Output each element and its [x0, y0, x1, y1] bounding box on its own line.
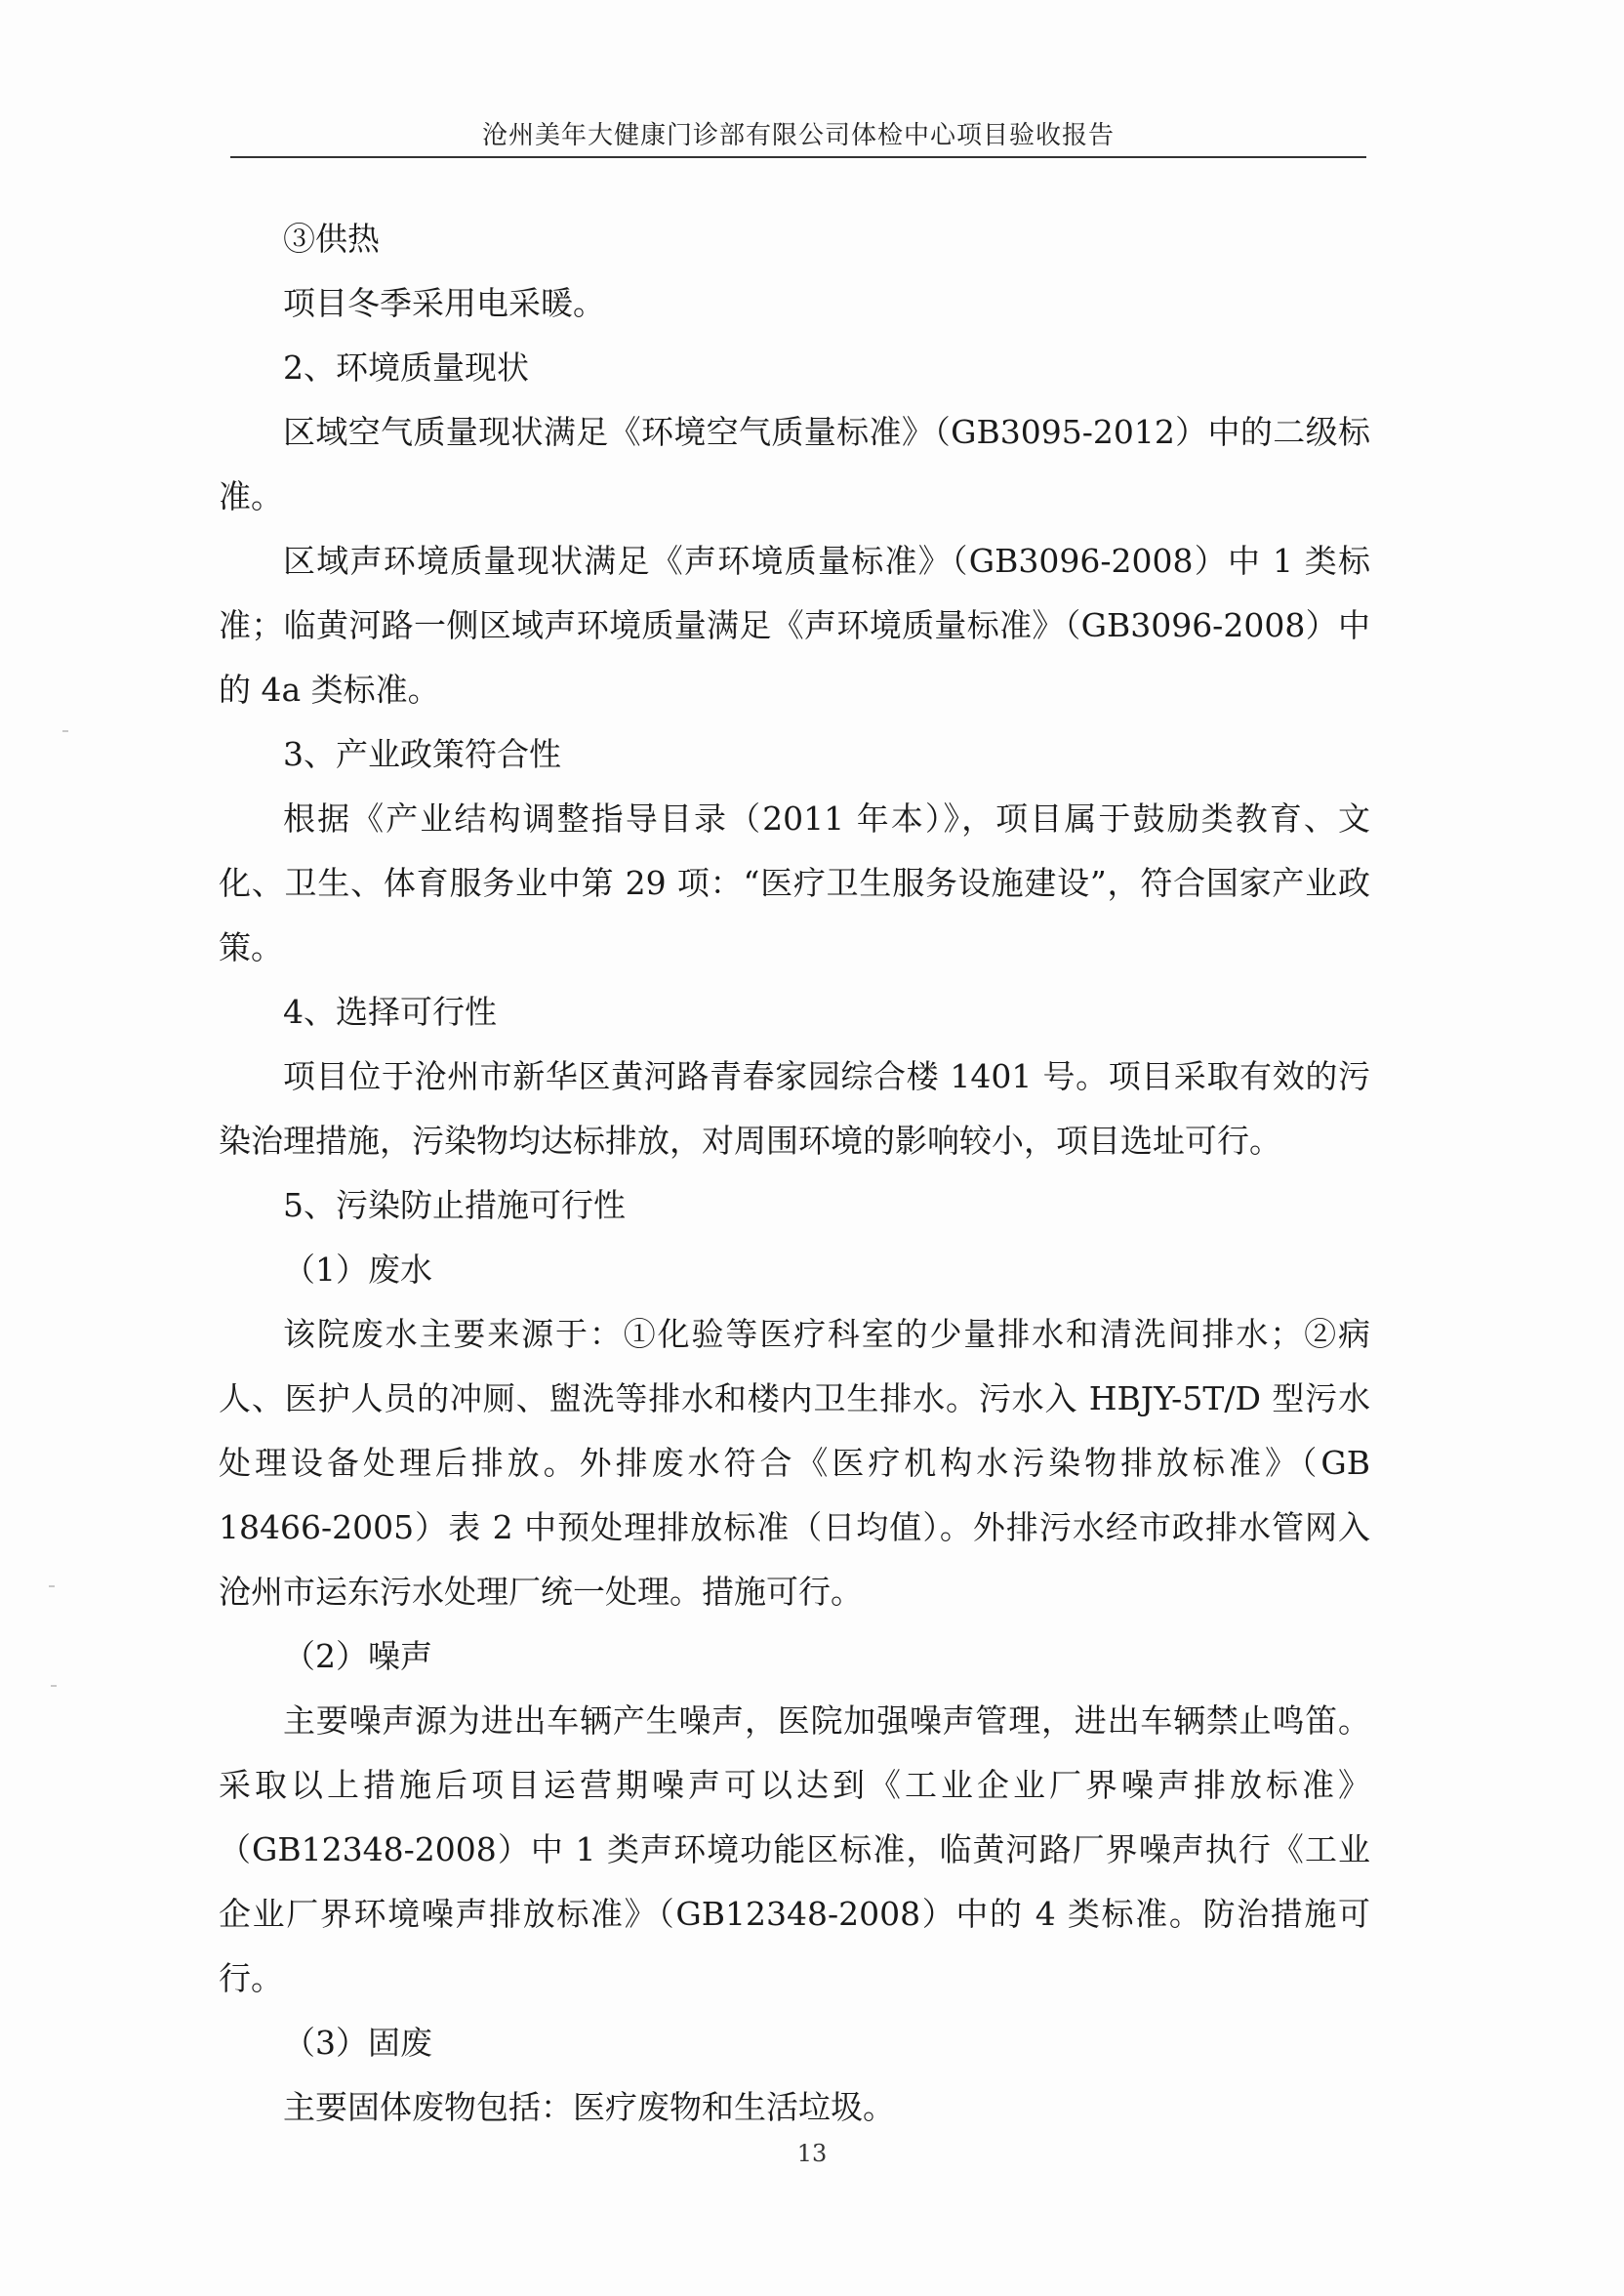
- paragraph-wastewater: 该院废水主要来源于：①化验等医疗科室的少量排水和清洗间排水；②病人、医护人员的冲厕、盥洗等排水和楼内卫生排水。污水入 HBJY-5T/D 型污水处理设备处理后排放。外排废水符合《医疗机构水污染物排放标准》（GB 18466-2005）表 2 中预处理排放标准（日均值）。外排污水经市政排水管网入沧州市运东污水处理厂统一处理。措施可行。: [219, 1315, 1370, 1611]
- paragraph-heating: 项目冬季采用电采暖。: [283, 284, 605, 322]
- paragraph-industrial-policy: 根据《产业结构调整指导目录（2011 年本）》，项目属于鼓励类教育、文化、卫生、体育服务业中第 29 项：“医疗卫生服务设施建设”，符合国家产业政策。: [219, 800, 1370, 966]
- paragraph-air-quality: 区域空气质量现状满足《环境空气质量标准》（GB3095-2012）中的二级标准。: [219, 413, 1370, 515]
- heading-wastewater: （1）废水: [283, 1250, 432, 1289]
- scan-speck: [49, 1585, 55, 1587]
- document-body: [219, 207, 1370, 2140]
- heading-environmental-quality: 2、环境质量现状: [283, 348, 529, 387]
- page-number: 13: [796, 2140, 828, 2167]
- paragraph-site-feasibility: 项目位于沧州市新华区黄河路青春家园综合楼 1401 号。项目采取有效的污染治理措施，污染物均达标排放，对周围环境的影响较小，项目选址可行。: [219, 1057, 1370, 1160]
- paragraph-acoustic-quality: 区域声环境质量现状满足《声环境质量标准》（GB3096-2008）中 1 类标准；临黄河路一侧区域声环境质量满足《声环境质量标准》（GB3096-2008）中的 4a 类标准。: [219, 542, 1370, 709]
- heading-noise: （2）噪声: [283, 1637, 432, 1675]
- heading-industrial-policy: 3、产业政策符合性: [283, 735, 561, 773]
- report-header-title: 沧州美年大健康门诊部有限公司体检中心项目验收报告: [481, 121, 1115, 150]
- paragraph-noise: 主要噪声源为进出车辆产生噪声，医院加强噪声管理，进出车辆禁止鸣笛。采取以上措施后项目运营期噪声可以达到《工业企业厂界噪声排放标准》（GB12348-2008）中 1 类声环境功能区标准，临黄河路厂界噪声执行《工业企业厂界环境噪声排放标准》（GB12348-2008）中的 4 类标准。防治措施可行。: [219, 1702, 1370, 1997]
- heading-pollution-measures: 5、污染防止措施可行性: [283, 1186, 626, 1224]
- heading-heating: ③供热: [283, 220, 380, 258]
- heading-solid-waste: （3）固废: [283, 2024, 432, 2062]
- scan-speck: [51, 1685, 57, 1687]
- header-divider: [230, 156, 1366, 158]
- heading-site-feasibility: 4、选择可行性: [283, 993, 497, 1031]
- paragraph-solid-waste: 主要固体废物包括：医疗废物和生活垃圾。: [283, 2088, 895, 2126]
- scan-speck: [62, 730, 68, 732]
